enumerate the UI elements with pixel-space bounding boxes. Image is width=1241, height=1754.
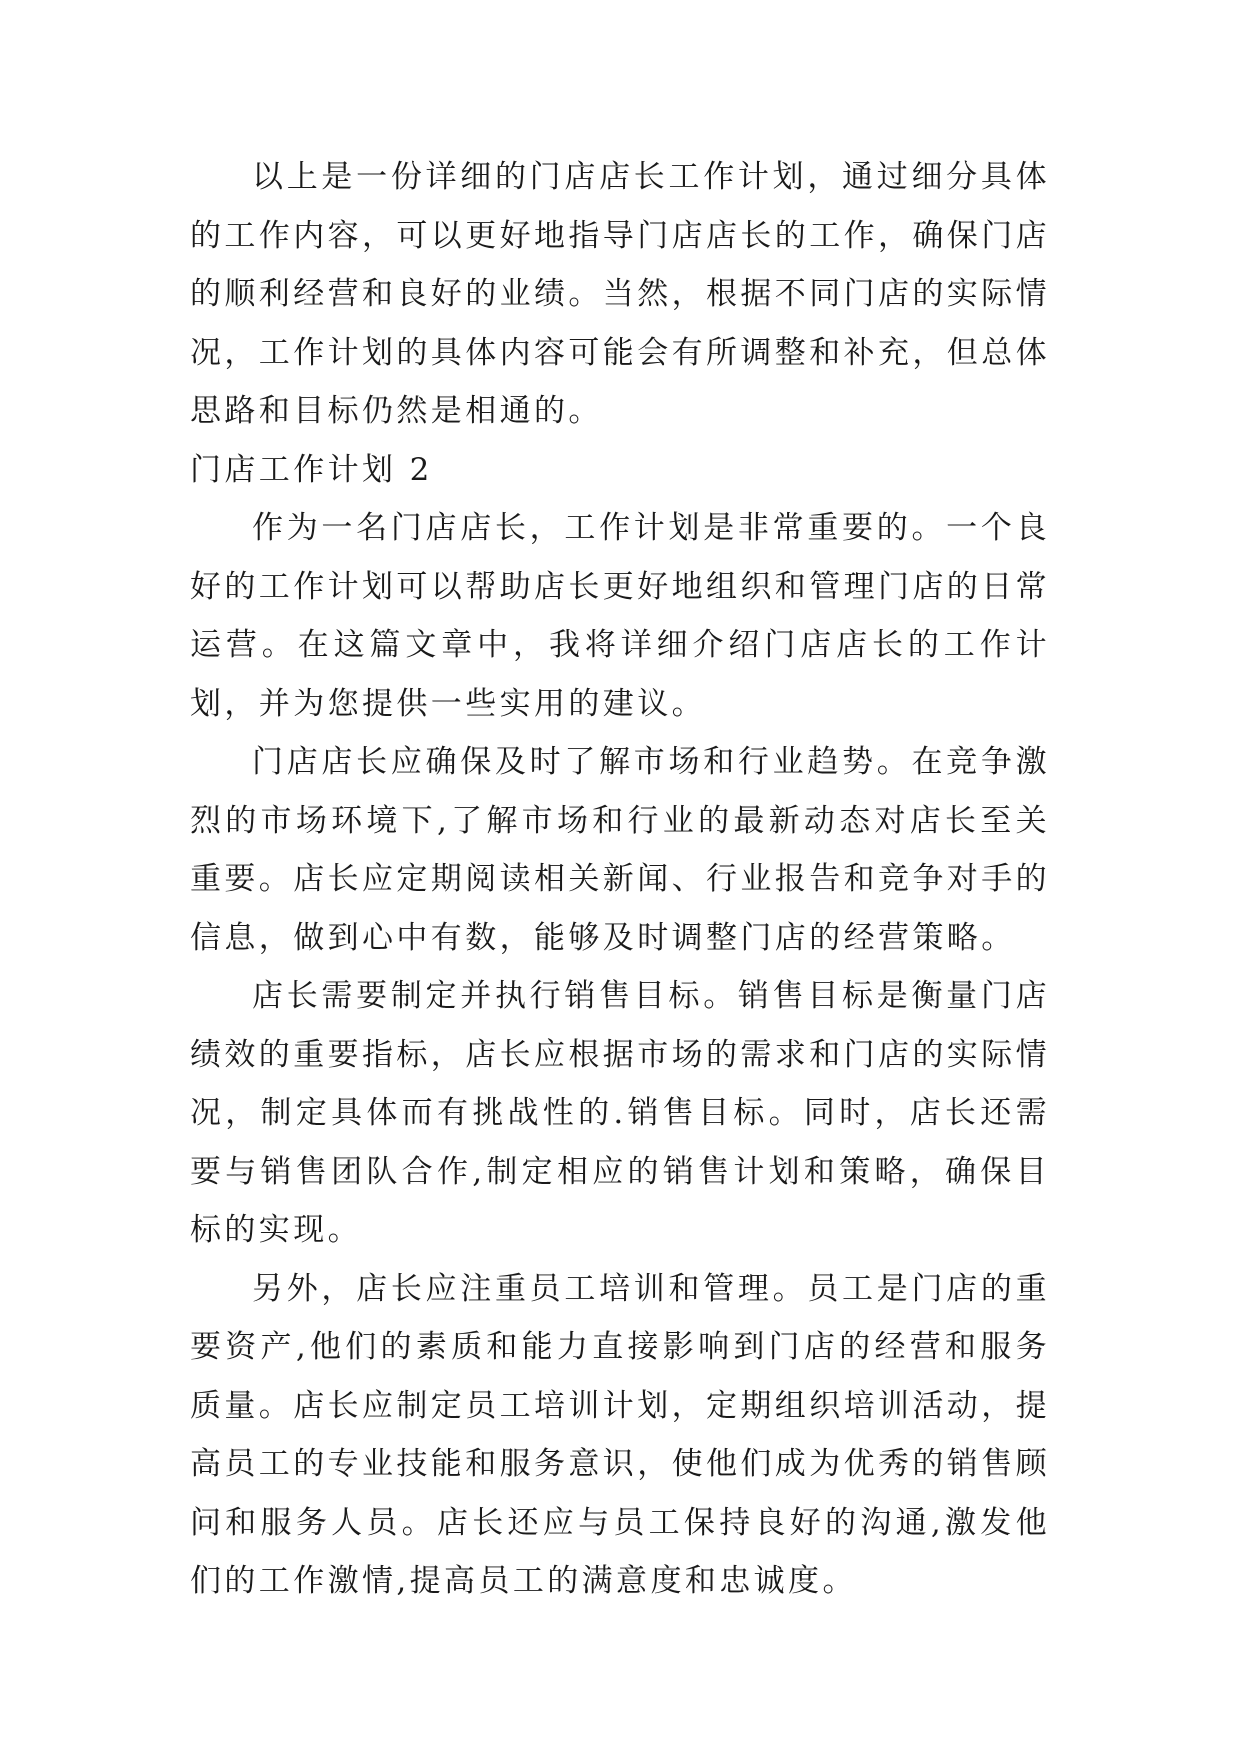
document-body (190, 148, 1050, 1611)
body-paragraph-4: 另外，店长应注重员工培训和管理。员工是门店的重要资产,他们的素质和能力直接影响到门店的经营和服务质量。店长应制定员工培训计划，定期组织培训活动，提高员工的专业技能和服务意识，使他们成为优秀的销售顾问和服务人员。店长还应与员工保持良好的沟通,激发他们的工作激情,提高员工的满意度和忠诚度。 (190, 1270, 1050, 1599)
section-heading: 门店工作计划 2 (190, 451, 433, 488)
body-paragraph-3: 店长需要制定并执行销售目标。销售目标是衡量门店绩效的重要指标，店长应根据市场的需求和门店的实际情况，制定具体而有挑战性的.销售目标。同时，店长还需要与销售团队合作,制定相应的销售计划和策略，确保目标的实现。 (190, 978, 1050, 1248)
intro-paragraph: 以上是一份详细的门店店长工作计划，通过细分具体的工作内容，可以更好地指导门店店长的工作，确保门店的顺利经营和良好的业绩。当然，根据不同门店的实际情况，工作计划的具体内容可能会有所调整和补充，但总体思路和目标仍然是相通的。 (190, 159, 1050, 429)
body-paragraph-2: 门店店长应确保及时了解市场和行业趋势。在竞争激烈的市场环境下,了解市场和行业的最新动态对店长至关重要。店长应定期阅读相关新闻、行业报告和竞争对手的信息，做到心中有数，能够及时调整门店的经营策略。 (190, 744, 1050, 956)
body-paragraph-1: 作为一名门店店长，工作计划是非常重要的。一个良好的工作计划可以帮助店长更好地组织和管理门店的日常运营。在这篇文章中，我将详细介绍门店店长的工作计划，并为您提供一些实用的建议。 (190, 510, 1050, 722)
